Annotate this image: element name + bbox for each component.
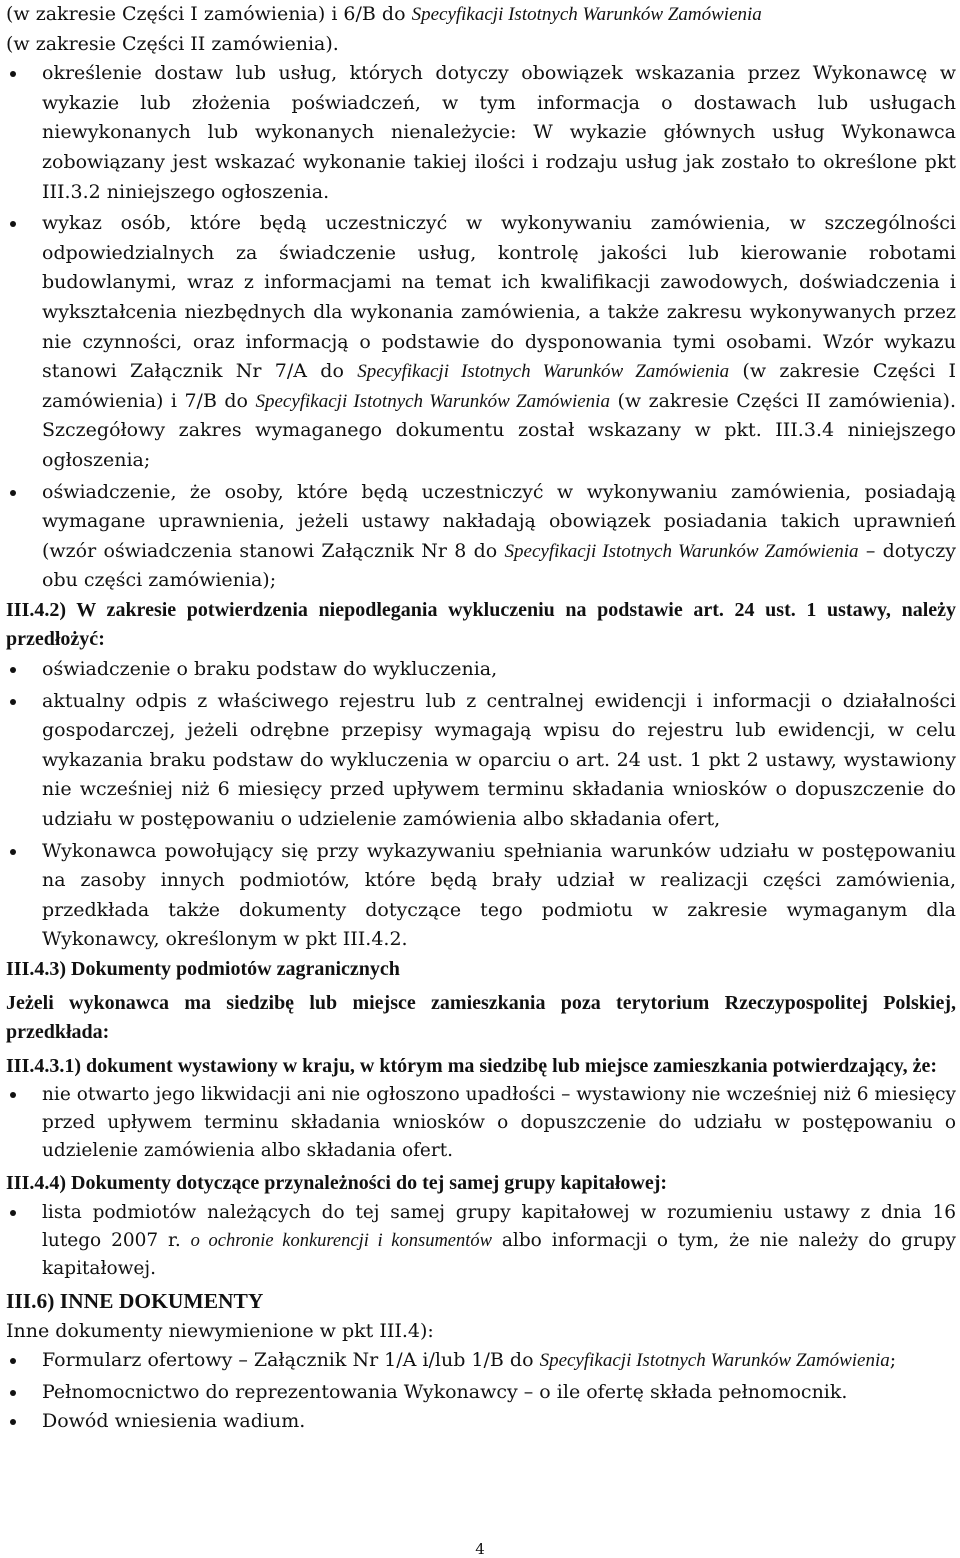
section-intro: Inne dokumenty niewymienione w pkt III.4): bbox=[6, 1319, 434, 1342]
list-item: Dowód wniesienia wadium. bbox=[6, 1407, 956, 1437]
list-item: nie otwarto jego likwidacji ani nie ogłoszono upadłości – wystawiony nie wcześniej niż 6 miesięcy przed upływem terminu składania wniosków o dopuszczenie do udziału w postępowaniu o udzielenie zamówienia albo składania ofert. bbox=[6, 1081, 956, 1165]
list-item: określenie dostaw lub usług, których dotyczy obowiązek wskazania przez Wykonawcę w wykazie lub złożenia poświadczeń, w tym informacja o dostawach lub usługach niewykonanych lub wykonanych nienależycie: W wykazie głównych usług Wykonawca zobowiązany jest wskazać wykonanie takiej ilości i rodzaju usług jak zostało to określone pkt III.3.2 niniejszego ogłoszenia. bbox=[6, 59, 956, 207]
list-item: aktualny odpis z właściwego rejestru lub z centralnej ewidencji i informacji o działalności gospodarczej, jeżeli odrębne przepisy wymagają wpisu do rejestru lub ewidencji, w celu wykazania braku podstaw do wykluczenia w oparciu o art. 24 ust. 1 pkt 2 ustawy, wystawiony nie wcześniej niż 6 miesięcy przed upływem terminu składania wniosków o dopuszczenie do udziału w postępowaniu o udzielenie zamówienia albo składania ofert, bbox=[6, 687, 956, 835]
section-heading: III.4.3) Dokumenty podmiotów zagranicznych bbox=[6, 958, 400, 980]
continuation-line-2: (w zakresie Części II zamówienia). bbox=[6, 32, 339, 55]
section-heading: III.4.2) W zakresie potwierdzenia niepodlegania wykluczeniu na podstawie art. 24 ust. 1 ustawy, należy przedłożyć: bbox=[6, 598, 956, 651]
list-item bbox=[6, 209, 956, 475]
section-heading: III.4.4) Dokumenty dotyczące przynależności do tej samej grupy kapitałowej: bbox=[6, 1172, 668, 1195]
section-subheading: III.4.3.1) dokument wystawiony w kraju, w którym ma siedzibę lub miejsce zamieszkania potwierdzający, że: bbox=[6, 1054, 938, 1077]
list-item bbox=[6, 1346, 956, 1376]
list-item bbox=[6, 1199, 956, 1283]
text-run: Formularz ofertowy – Załącznik Nr 1/A i/lub 1/B do bbox=[42, 1349, 540, 1372]
italic-reference: Specyfikacji Istotnych Warunków Zamówienia bbox=[539, 1350, 890, 1372]
list-item: Pełnomocnictwo do reprezentowania Wykonawcy – o ile ofertę składa pełnomocnik. bbox=[6, 1378, 956, 1408]
section-subheading: Jeżeli wykonawca ma siedzibę lub miejsce zamieszkania poza terytorium Rzeczypospolitej Polskiej, przedkłada: bbox=[6, 991, 956, 1044]
page-number: 4 bbox=[475, 1540, 485, 1558]
section-heading: III.6) INNE DOKUMENTY bbox=[6, 1288, 264, 1313]
text-run: (w zakresie Części I zamówienia) i 6/B do bbox=[6, 3, 412, 25]
text-run: lista podmiotów należących do tej samej grupy kapitałowej w rozumieniu ustawy z dnia 16 lutego 2007 r. bbox=[42, 1201, 956, 1251]
list-item: Wykonawca powołujący się przy wykazywaniu spełniania warunków udziału w postępowaniu na zasoby innych podmiotów, które będą brały udział w realizacji części zamówienia, przedkłada także dokumenty dotyczące tego podmiotu w zakresie wymaganym dla Wykonawcy, określonym w pkt III.4.2. bbox=[6, 837, 956, 955]
list-item: oświadczenie o braku podstaw do wykluczenia, bbox=[6, 655, 956, 685]
italic-reference: Specyfikacji Istotnych Warunków Zamówienia bbox=[255, 390, 610, 412]
list-item bbox=[6, 478, 956, 596]
text-run: (w zakresie Części II zamówienia). Szczegółowy zakres wymaganego dokumentu został wskazany w pkt. III.3.4 niniejszego ogłoszenia; bbox=[42, 389, 956, 471]
italic-reference: o ochronie konkurencji i konsumentów bbox=[190, 1230, 492, 1251]
text-run: oświadczenie, że osoby, które będą uczestniczyć w wykonywaniu zamówienia, posiadają wymagane uprawnienia, jeżeli ustawy nakładają obowiązek posiadania takich uprawnień (wzór oświadczenia stanowi Załącznik Nr 8 do bbox=[42, 480, 956, 562]
italic-reference: Specyfikacji Istotnych Warunków Zamówienia bbox=[411, 4, 762, 25]
text-run: – dotyczy obu części zamówienia); bbox=[42, 539, 956, 592]
continuation-line-1 bbox=[6, 0, 956, 30]
text-run: wykaz osób, które będą uczestniczyć w wykonywaniu zamówienia, w szczególności odpowiedzialnych za świadczenie usług, kontrolę jakości lub kierowanie robotami budowlanymi, wraz z informacjami na temat ich kwalifikacji zawodowych, doświadczenia i wykształcenia niezbędnych dla wykonania zamówienia, a także zakresu wykonywanych przez nie czynności, oraz informacją o podstawie do dysponowania tymi osobami. Wzór wykazu stanowi Załącznik Nr 7/A do bbox=[42, 212, 956, 383]
text-run: (w zakresie Części I zamówienia) i 7/B do bbox=[42, 360, 956, 412]
italic-reference: Specyfikacji Istotnych Warunków Zamówienia bbox=[357, 361, 730, 383]
text-run: albo informacji o tym, że nie należy do grupy kapitałowej. bbox=[42, 1229, 956, 1279]
text-run: ; bbox=[889, 1349, 897, 1372]
italic-reference: Specyfikacji Istotnych Warunków Zamówienia bbox=[504, 540, 859, 562]
